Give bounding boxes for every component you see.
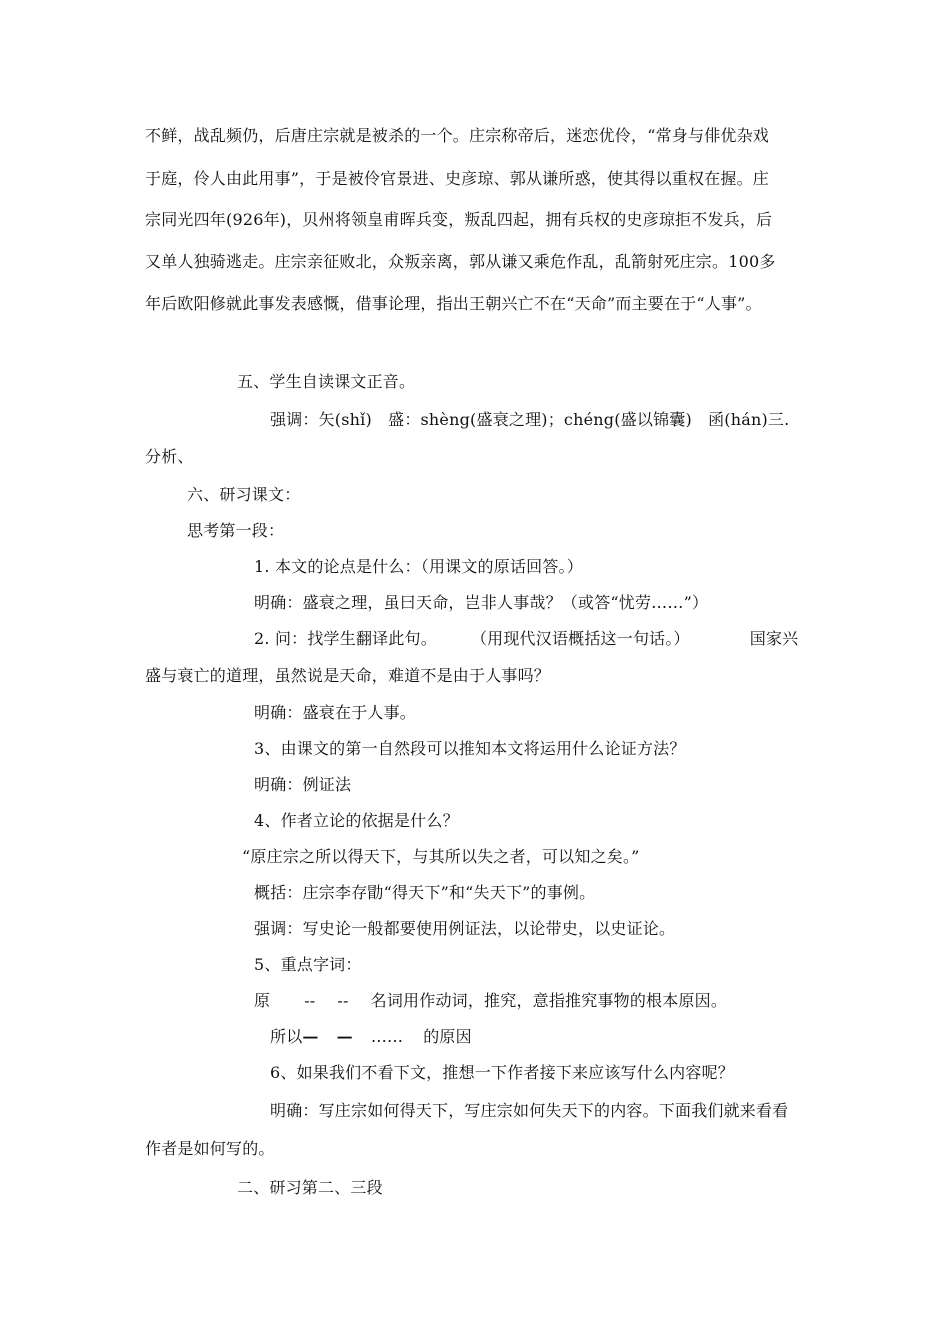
dash-d: —: [336, 1027, 353, 1046]
section5-heading: 五、学生自读课文正音。: [237, 372, 416, 391]
answer-3: 明确：例证法: [254, 775, 352, 794]
word-suoyi-meaning: 的原因: [423, 1027, 472, 1046]
question-2-text: 2. 问：找学生翻译此句。: [254, 629, 437, 648]
word-suoyi-row: [270, 1027, 472, 1047]
question-5: 5、重点字词：: [254, 955, 362, 974]
word-yuan-meaning: 名词用作动词，推究，意指推究事物的根本原因。: [370, 991, 728, 1010]
question-2-note: （用现代汉语概括这一句话。）: [470, 629, 690, 648]
question-4: 4、作者立论的依据是什么？: [254, 811, 459, 830]
intro-line-3: 宗同光四年(926年)，贝州将领皇甫晖兵变，叛乱四起，拥有兵权的史彦琼拒不发兵，后: [145, 210, 773, 229]
quote-4: “原庄宗之所以得天下，与其所以失之者，可以知之矣。”: [242, 847, 640, 866]
intro-line-2: 于庭，伶人由此用事”，于是被伶官景进、史彦琼、郭从谦所惑，使其得以重权在握。庄: [145, 169, 769, 188]
question-6: 6、如果我们不看下文，推想一下作者接下来应该写什么内容呢？: [270, 1063, 734, 1082]
intro-line-5: 年后欧阳修就此事发表感慨，借事论理，指出王朝兴亡不在“天命”而主要在于“人事”。: [145, 294, 762, 313]
dash-a: --: [304, 991, 316, 1010]
intro-line-4: 又单人独骑逃走。庄宗亲征败北，众叛亲离，郭从谦又乘危作乱，乱箭射死庄宗。100多: [145, 252, 776, 271]
section6-heading: 六、研习课文：: [187, 485, 301, 504]
emphasis-4: 强调：写史论一般都要使用例证法，以论带史，以史证论。: [254, 919, 676, 938]
intro-line-1: 不鲜，战乱频仍，后唐庄宗就是被杀的一个。庄宗称帝后，迷恋优伶，“常身与俳优杂戏: [145, 126, 769, 145]
question-2-answer-start: 国家兴: [749, 629, 799, 648]
word-yuan: 原: [254, 991, 271, 1010]
dash-b: --: [337, 991, 349, 1010]
answer-6-line-2: 作者是如何写的。: [145, 1139, 275, 1158]
question-2: [254, 629, 798, 649]
word-yuan-row: [254, 991, 727, 1011]
answer-6-line-1: 明确：写庄宗如何得天下，写庄宗如何失天下的内容。下面我们就来看看: [270, 1101, 789, 1120]
question-3: 3、由课文的第一自然段可以推知本文将运用什么论证方法？: [254, 739, 686, 758]
ellipsis: ……: [370, 1027, 404, 1046]
summary-4: 概括：庄宗李存勖“得天下”和“失天下”的事例。: [254, 883, 596, 902]
answer-1: 明确：盛衰之理，虽曰天命，岂非人事哉？（或答“忧劳……”）: [254, 593, 709, 612]
emphasis-pronunciation: 强调：矢(shǐ) 盛：shèng(盛衰之理)；chéng(盛以锦囊) 函(hán)三.: [270, 410, 790, 429]
question-2-continuation: 盛与衰亡的道理，虽然说是天命，难道不是由于人事吗？: [145, 666, 551, 685]
dash-c: —: [302, 1027, 319, 1046]
part2-heading: 二、研习第二、三段: [237, 1178, 383, 1197]
word-suoyi: 所以: [270, 1027, 303, 1046]
question-1: 1. 本文的论点是什么：（用课文的原话回答。）: [254, 557, 583, 576]
analysis-text: 分析、: [145, 447, 194, 466]
answer-2: 明确：盛衰在于人事。: [254, 703, 417, 722]
think-first-paragraph: 思考第一段：: [187, 521, 285, 540]
